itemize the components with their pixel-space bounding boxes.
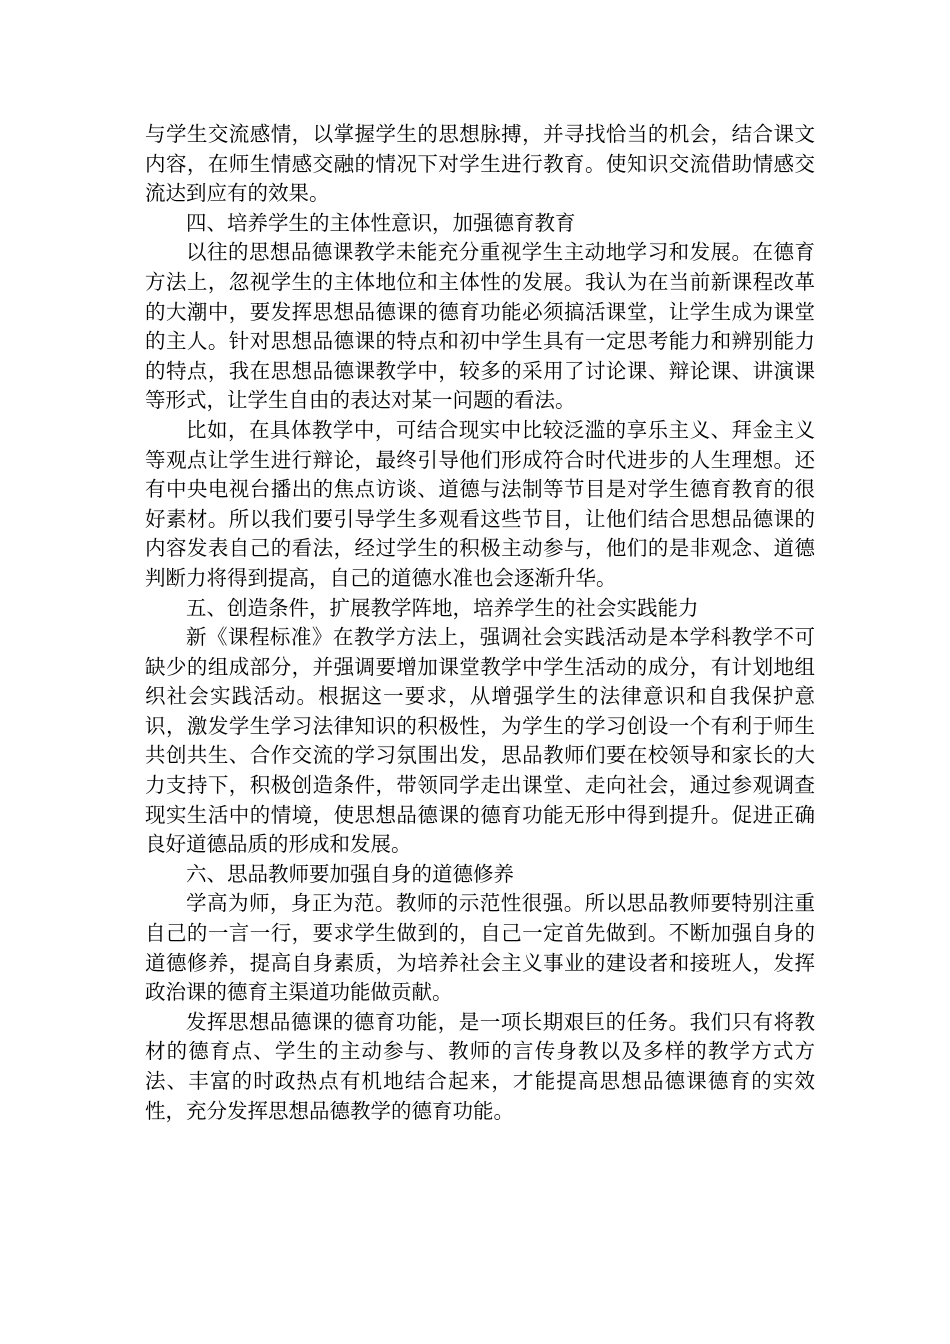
document-body xyxy=(145,120,815,1126)
paragraph: 以往的思想品德课教学未能充分重视学生主动地学习和发展。在德育方法上，忽视学生的主体地位和主体性的发展。我认为在当前新课程改革的大潮中，要发挥思想品德课的德育功能必须搞活课堂，让学生成为课堂的主人。针对思想品德课的特点和初中学生具有一定思考能力和辨别能力的特点，我在思想品德课教学中，较多的采用了讨论课、辩论课、讲演课等形式，让学生自由的表达对某一问题的看法。 xyxy=(145,240,815,413)
section-heading-4: 四、培养学生的主体性意识，加强德育教育 xyxy=(186,210,576,235)
paragraph: 学高为师，身正为范。教师的示范性很强。所以思品教师要特别注重自己的一言一行，要求学生做到的，自己一定首先做到。不断加强自身的道德修养，提高自身素质，为培养社会主义事业的建设者和接班人，发挥政治课的德育主渠道功能做贡献。 xyxy=(145,891,815,1005)
section-heading-5: 五、创造条件，扩展教学阵地，培养学生的社会实践能力 xyxy=(186,595,699,620)
paragraph-continuation: 与学生交流感情，以掌握学生的思想脉搏，并寻找恰当的机会，结合课文内容，在师生情感交融的情况下对学生进行教育。使知识交流借助情感交流达到应有的效果。 xyxy=(145,122,815,206)
section-heading-6: 六、思品教师要加强自身的道德修养 xyxy=(186,861,514,886)
paragraph: 新《课程标准》在教学方法上，强调社会实践活动是本学科教学不可缺少的组成部分，并强调要增加课堂教学中学生活动的成分，有计划地组织社会实践活动。根据这一要求，从增强学生的法律意识和自我保护意识，激发学生学习法律知识的积极性，为学生的学习创设一个有利于师生共创共生、合作交流的学习氛围出发，思品教师们要在校领导和家长的大力支持下，积极创造条件，带领同学走出课堂、走向社会，通过参观调查现实生活中的情境，使思想品德课的德育功能无形中得到提升。促进正确良好道德品质的形成和发展。 xyxy=(145,625,815,857)
paragraph-conclusion: 发挥思想品德课的德育功能，是一项长期艰巨的任务。我们只有将教材的德育点、学生的主动参与、教师的言传身教以及多样的教学方式方法、丰富的时政热点有机地结合起来，才能提高思想品德课德育的实效性，充分发挥思想品德教学的德育功能。 xyxy=(145,1009,815,1123)
paragraph: 比如，在具体教学中，可结合现实中比较泛滥的享乐主义、拜金主义等观点让学生进行辩论，最终引导他们形成符合时代进步的人生理想。还有中央电视台播出的焦点访谈、道德与法制等节目是对学生德育教育的很好素材。所以我们要引导学生多观看这些节目，让他们结合思想品德课的内容发表自己的看法，经过学生的积极主动参与，他们的是非观念、道德判断力将得到提高，自己的道德水准也会逐渐升华。 xyxy=(145,417,815,590)
